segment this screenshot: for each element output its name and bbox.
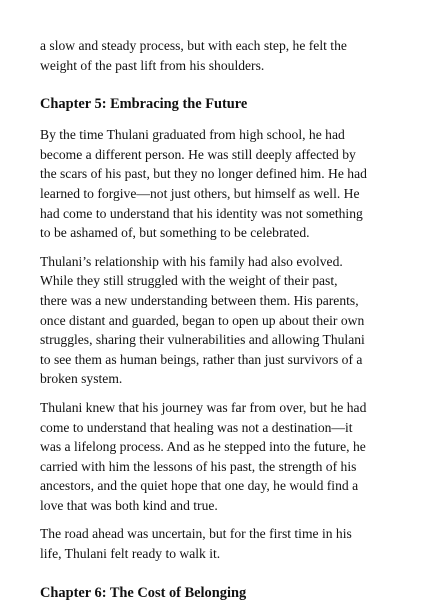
text-line: Thulani’s relationship with his family had also evolved. xyxy=(40,253,343,269)
chapter-5-paragraph-3 xyxy=(40,398,392,516)
text-line: weight of the past lift from his shoulders. xyxy=(40,57,265,73)
chapter-5-paragraph-2 xyxy=(40,252,392,389)
document-page xyxy=(40,36,392,614)
text-line: was a lifelong process. And as he stepped into the future, he xyxy=(40,439,366,455)
text-line: The road ahead was uncertain, but for the first time in his xyxy=(40,526,352,542)
text-line: had come to understand that his identity was not something xyxy=(40,205,363,221)
text-line: life, Thulani felt ready to walk it. xyxy=(40,546,221,562)
chapter-5-paragraph-1 xyxy=(40,125,392,243)
text-line: come to understand that healing was not a destination—it xyxy=(40,419,353,435)
text-line: By the time Thulani graduated from high school, he had xyxy=(40,127,345,143)
text-line: a slow and steady process, but with each step, he felt the xyxy=(40,38,347,53)
text-line: ancestors, and the quiet hope that one day, he would find a xyxy=(40,478,359,494)
chapter-5-paragraph-4 xyxy=(40,524,392,563)
text-line: While they still struggled with the weight of their past, xyxy=(40,273,338,289)
text-line: struggles, sharing their vulnerabilities and allowing Thulani xyxy=(40,332,365,348)
text-line: there was a new understanding between them. His parents, xyxy=(40,292,359,308)
text-line: love that was both kind and true. xyxy=(40,497,218,513)
text-line: carried with him the lessons of his past, the strength of his xyxy=(40,458,357,474)
text-line: the scars of his past, but they no longer defined him. He had xyxy=(40,166,367,182)
text-line: Thulani knew that his journey was far from over, but he had xyxy=(40,399,367,415)
text-line: learned to forgive—not just others, but himself as well. He xyxy=(40,185,360,201)
text-line: become a different person. He was still deeply affected by xyxy=(40,146,356,162)
chapter-6-heading: Chapter 6: The Cost of Belonging xyxy=(40,584,247,601)
text-line: to be ashamed of, but something to be celebrated. xyxy=(40,225,310,241)
continuation-paragraph xyxy=(40,36,392,75)
text-line: to see them as human beings, rather than just survivors of a xyxy=(40,351,363,367)
text-line: broken system. xyxy=(40,371,123,387)
text-line: once distant and guarded, began to open up about their own xyxy=(40,312,365,328)
chapter-5-heading: Chapter 5: Embracing the Future xyxy=(40,96,248,113)
